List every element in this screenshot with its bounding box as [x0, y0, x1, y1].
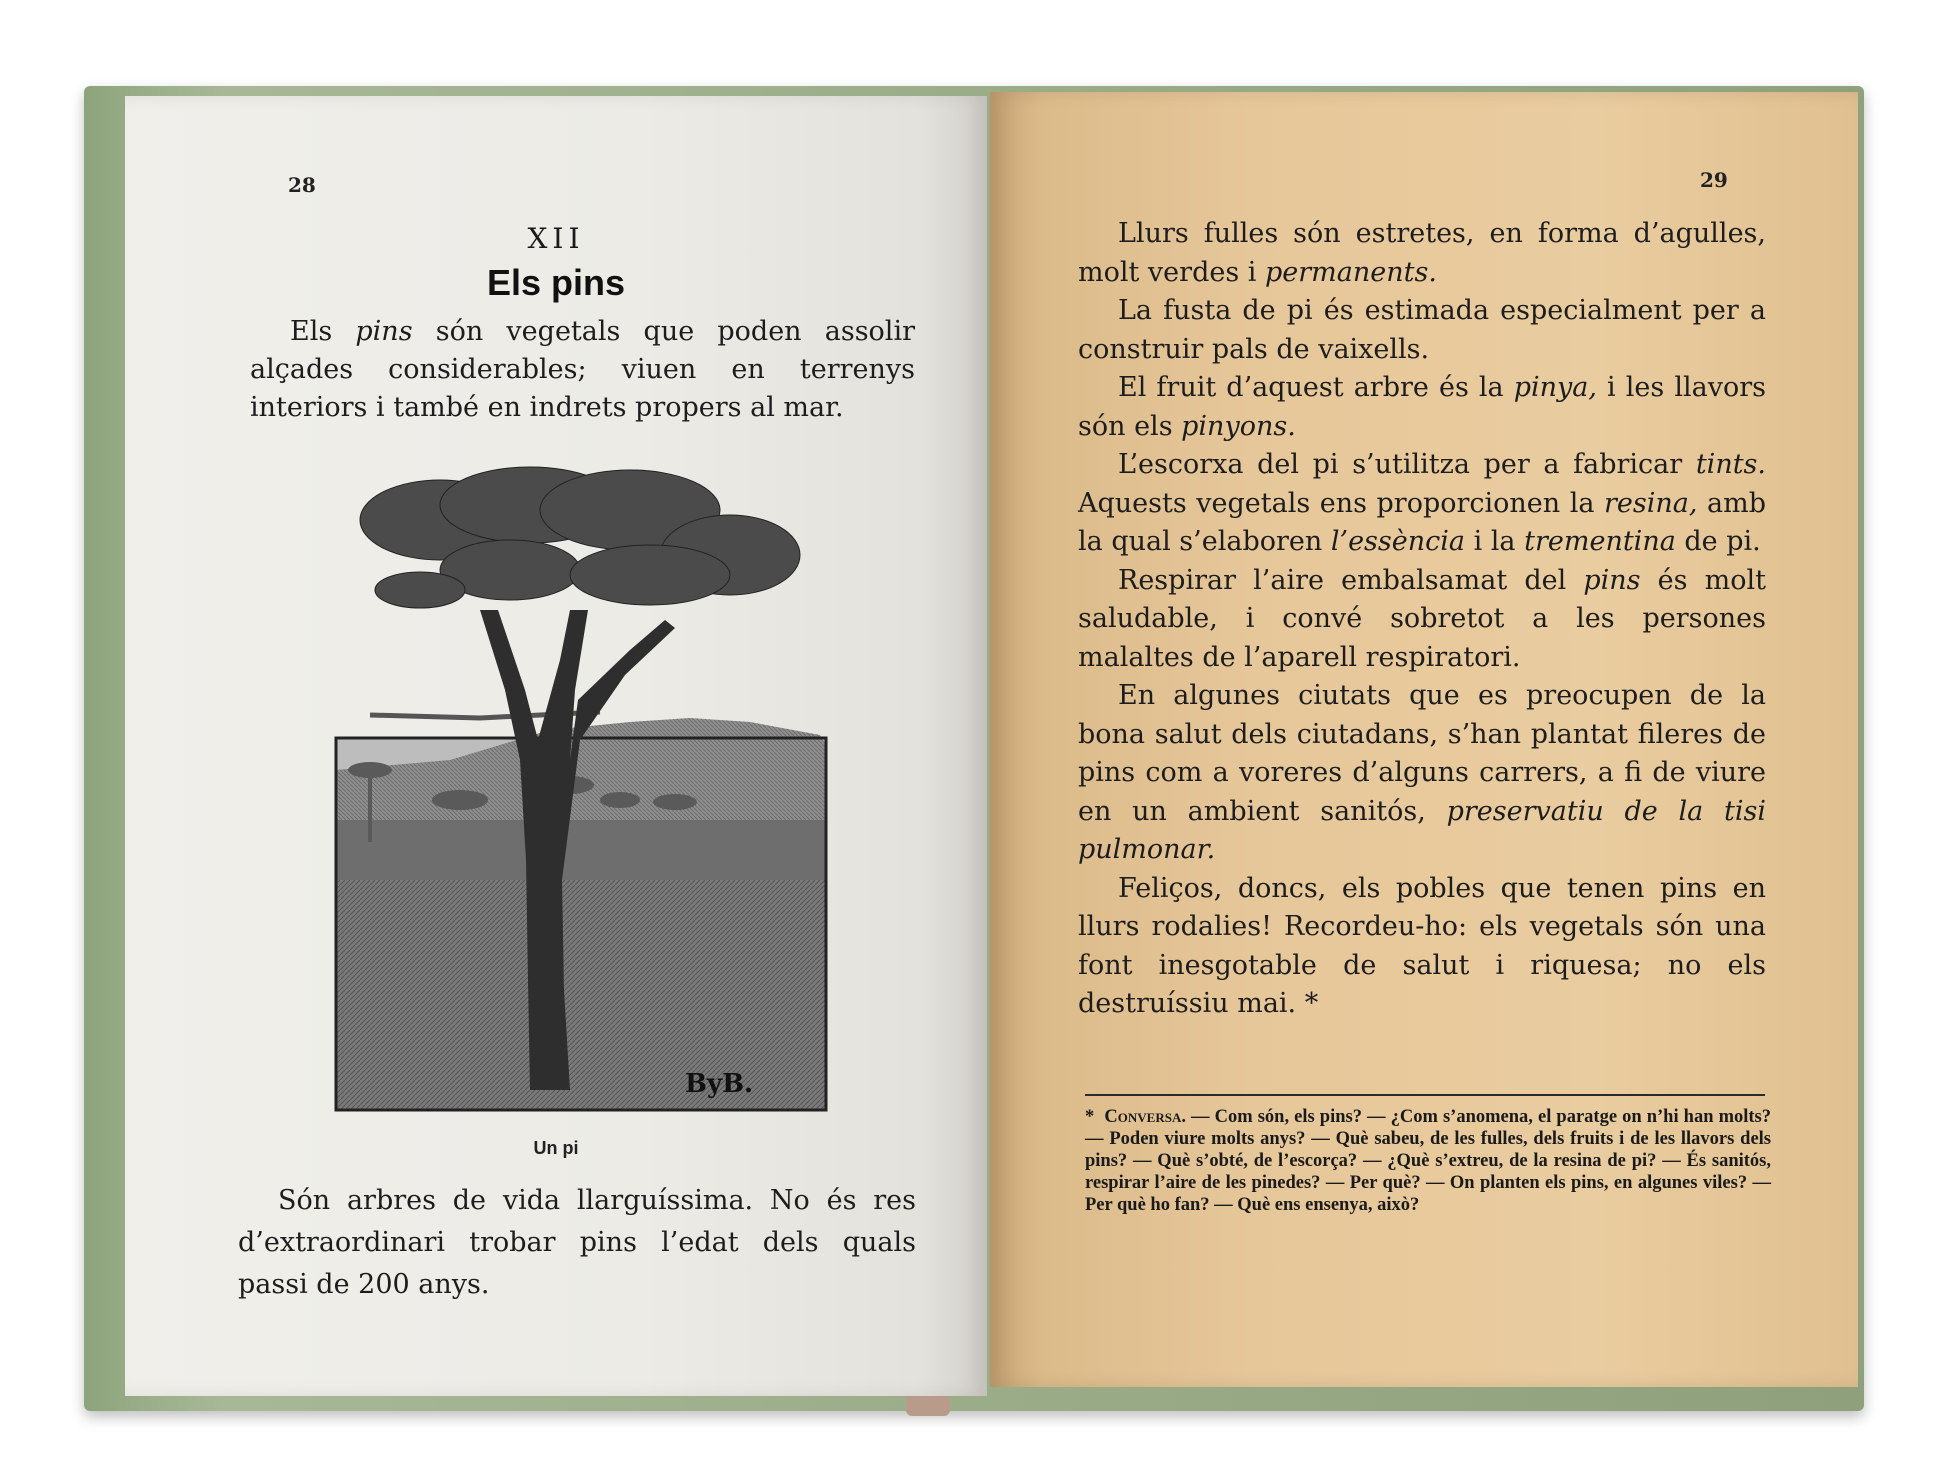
italic-term: trementina: [1524, 526, 1676, 557]
footnote-divider: [1085, 1094, 1765, 1096]
italic-term: tints.: [1695, 449, 1766, 480]
italic-term: resina,: [1604, 487, 1698, 519]
italic-term: l’essència: [1330, 526, 1465, 557]
footnote-label: Conversa.: [1104, 1107, 1186, 1127]
illustration-signature: ByB.: [685, 1069, 754, 1099]
text-run: i les llavors són els: [1078, 372, 1766, 442]
text-run: Feliços, doncs, els pobles que tenen pins en llurs rodalies! Recordeu-ho: els vegetals són una font inesgotable de salut i riquesa; no els destruíssiu mai. *: [1078, 872, 1766, 1019]
pine-tree-illustration: [330, 460, 828, 1120]
footnote-marker: *: [1085, 1107, 1095, 1127]
chapter-number: XII: [527, 222, 585, 255]
italic-term: pinya,: [1513, 372, 1597, 403]
text-run: són vegetals que poden assolir alçades considerables; viuen en terrenys interiors i també en indrets propers al mar.: [250, 316, 915, 423]
body-paragraph: [1078, 446, 1766, 562]
footnote: [1085, 1106, 1771, 1216]
text-run: La fusta de pi és estimada especialment per a construir pals de vaixells.: [1078, 295, 1766, 365]
text-run: Aquests vegetals ens proporcionen la: [1078, 487, 1604, 519]
italic-term: permanents.: [1264, 256, 1437, 288]
body-paragraph: [1078, 215, 1766, 292]
footnote-text: — Com són, els pins? — ¿Com s’anomena, el paratge on n’hi han molts? — Poden viure molts anys? — Què sabeu, de les fulles, dels fruits i de les llavors dels pins? — Què s’obté, de l’escorça? — ¿Què s’extreu, de la resina de pi? — És sanitós, respirar l’aire de les pinedes? — Per què? — On planten els pins, en algunes viles? — Per què ho fan? — Què ens ensenya, això?: [1085, 1107, 1771, 1215]
italic-term: pins: [355, 316, 413, 347]
text-run: Són arbres de vida llarguíssima. No és res d’extraordinari trobar pins l’edat dels quals passi de 200 anys.: [238, 1185, 916, 1300]
body-paragraph: [1078, 292, 1766, 369]
page-number-right: 29: [1700, 168, 1728, 192]
text-run: amb la qual s’elaboren: [1078, 487, 1766, 557]
closing-paragraph: [238, 1180, 916, 1306]
text-run: En algunes ciutats que es preocupen de la bona salut dels ciutadans, s’han plantat fileres de pins com a voreres d’alguns carrers, a fi de viure en un ambient sanitós,: [1078, 680, 1766, 827]
text-run: i la: [1465, 526, 1525, 557]
body-text: [1078, 215, 1766, 1024]
text-run: L’escorxa del pi s’utilitza per a fabricar: [1118, 449, 1696, 480]
text-run: Els: [290, 316, 356, 347]
closing-text: [238, 1180, 916, 1306]
text-run: és molt saludable, i convé sobretot a les persones malaltes de l’aparell respiratori.: [1078, 564, 1766, 673]
body-paragraph: [1078, 562, 1766, 678]
text-run: de pi.: [1675, 526, 1761, 557]
illustration-caption: Un pi: [533, 1138, 579, 1158]
body-paragraph: [1078, 677, 1766, 870]
body-paragraph: [1078, 369, 1766, 446]
body-paragraph: [1078, 870, 1766, 1024]
italic-term: preservatiu de la tisi pulmonar.: [1078, 795, 1766, 865]
page-number-left: 28: [288, 173, 316, 197]
text-run: Respirar l’aire embalsamat del: [1118, 564, 1584, 596]
text-run: Llurs fulles són estretes, en forma d’agulles, molt verdes i: [1078, 218, 1766, 288]
intro-paragraph: [250, 313, 915, 427]
intro-text: [250, 313, 915, 427]
text-run: El fruit d’aquest arbre és la: [1118, 372, 1514, 403]
italic-term: pinyons.: [1181, 410, 1296, 442]
chapter-title: Els pins: [486, 262, 626, 303]
italic-term: pins: [1583, 564, 1641, 596]
